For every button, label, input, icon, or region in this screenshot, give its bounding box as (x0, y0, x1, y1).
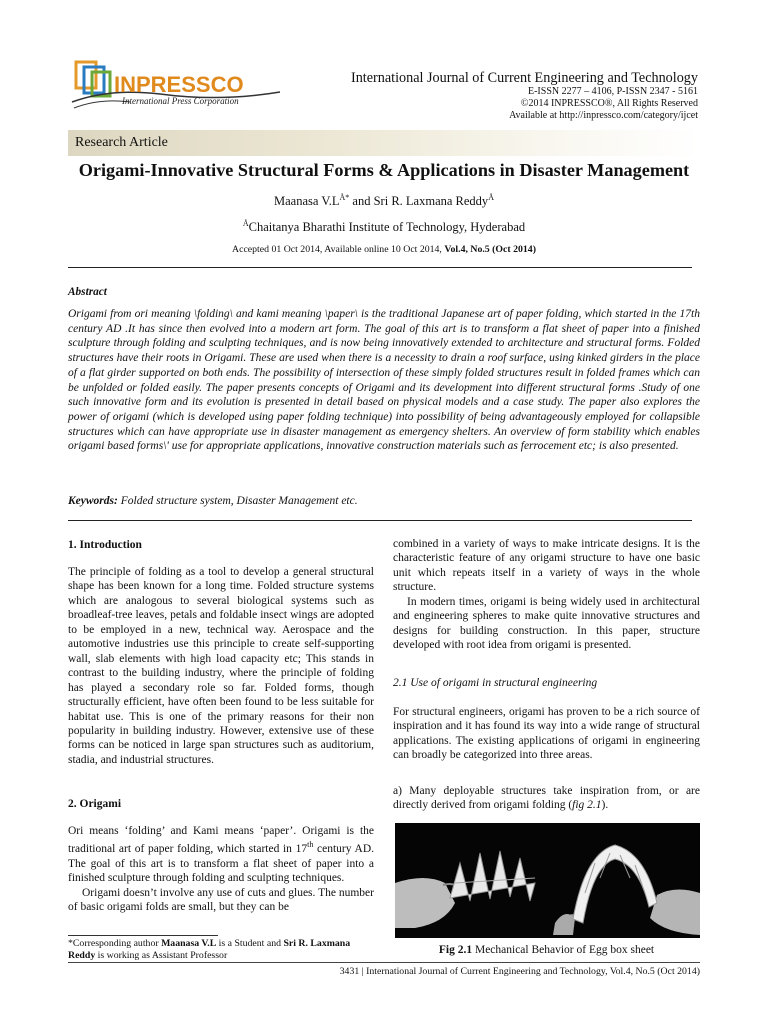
affiliation-text: Chaitanya Bharathi Institute of Technology, Hyderabad (248, 220, 526, 235)
paper-title: Origami-Innovative Structural Forms & Applications in Disaster Management (78, 160, 690, 180)
article-type-band (68, 130, 700, 156)
footnote-name-1: Maanasa V.L (161, 938, 217, 949)
logo-tagline: International Press Corporation (122, 96, 239, 106)
origami-text (68, 824, 374, 915)
footnote-suffix: is working as Assistant Professor (95, 950, 228, 962)
subsection-2-1-heading: 2.1 Use of origami in structural engineering (393, 677, 598, 689)
abstract-rule (68, 520, 692, 521)
origami-paragraph-1 (68, 824, 374, 886)
logo-text: INPRESSCO (114, 72, 244, 97)
section-2-heading: 2. Origami (68, 798, 122, 810)
right-paragraph-3: For structural engineers, origami has proven to be a rich source of inspiration and it has found its way into a wide range of structural applications. The existing applications of origami in engineering can broadly be categorized into three areas. (393, 706, 700, 762)
right-column-text-2 (393, 705, 700, 763)
origami-paragraph-2: Origami doesn’t involve any use of cuts and glues. The number of basic origami folds are small, but they can be (68, 886, 374, 914)
journal-title: International Journal of Current Engineering and Technology (350, 70, 698, 86)
introduction-text (68, 565, 374, 767)
footnote-mid: is a Student and (216, 938, 284, 949)
footnote-name-2: Sri R. Laxmana Reddy (68, 938, 351, 962)
publication-dates (0, 244, 768, 255)
author-line (0, 193, 768, 209)
page-footer: 3431 | International Journal of Current Engineering and Technology, Vol.4, No.5 (Oct 2014) (339, 966, 700, 977)
author-1-mark: Å* (339, 193, 350, 202)
figure-reference: fig 2.1 (572, 799, 602, 812)
footer-rule (68, 962, 700, 963)
publisher-logo (70, 58, 285, 116)
right-paragraph-1: combined in a variety of ways to make intricate designs. It is the characteristic feature of any origami structure to have one basic unit which repeats itself in a variety of ways in the whole structure. (393, 538, 700, 594)
header-rule (68, 267, 692, 268)
footnote (68, 938, 374, 962)
keywords (68, 495, 358, 507)
figure-2-1-photo (395, 823, 700, 938)
right-column-text (393, 537, 700, 653)
author-1: Maanasa V.L (274, 194, 340, 209)
egg-box-sheet-photo-icon (395, 823, 700, 938)
journal-issn: E-ISSN 2277 – 4106, P-ISSN 2347 - 5161 (527, 86, 698, 97)
affiliation (0, 219, 768, 235)
article-type: Research Article (75, 135, 168, 150)
introduction-paragraph: The principle of folding as a tool to develop a general structural shape has been known for a long time. Folded structure systems which are analogous to several biological systems such as broadleaf-tree leaves, petals and foldable insect wings are adopted to be employed in a new, technical way. Aerospace and the automotive industries use this principle to create self-supporting wall, slab elements with high load capacity etc; This stands in contrast to the building industry, where the principle of folding has played a secondary role so far. Folded forms, though structurally efficient, have often been found to be less suitable for habitat use. This is one of the primary reasons for their non popularity in building industry. However, extensive use of these forms can be noticed in large span structures such as auditorium, stadia, and industrial structures. (68, 566, 374, 766)
journal-copyright: ©2014 INPRESSCO®, All Rights Reserved (520, 98, 698, 109)
p4-a: a) Many deployable structures take inspiration from, or are directly derived from origami folding ( (393, 785, 700, 812)
origami-p1-a: Ori means ‘folding’ and Kami means ‘paper’. Origami is the traditional art of paper folding, which started in 17 (68, 825, 374, 856)
journal-url[interactable]: Available at http://inpressco.com/category/ijcet (509, 110, 698, 121)
author-2-mark: Å (488, 193, 494, 202)
inpressco-logo-icon (70, 58, 285, 116)
keywords-text: Folded structure system, Disaster Management etc. (117, 495, 358, 507)
abstract-text: Origami from ori meaning \folding\ and kami meaning \paper\ is the traditional Japanese art of paper folding, which started in the 17th century AD .It has since then evolved into a modern art form. The goal of this art is to transform a flat sheet of paper into a finished sculpture through folding and sculpting techniques, and is now being innovatively extended to architecture and structural forms. Folded structures have their roots in Origami. These are used when there is a necessity to drain a roof surface, using kinked girders in the place of a flat girder supported on both ends. The possibility of intersection of these simply folded structures result in folded frames which can be unfolded or folded easily. The paper presents concepts of Origami and its development into different structural forms .Study of one such innovative form and its evolution is presented in detail based on physical models and a case study. The paper also explores the power of origami (which is developed using paper folding technique) into possibility of being advantageously employed for collapsible structures which can have appropriate use in disaster management as emergency shelters. An overview of form stability which enables origami based forms\' use for appropriate applications, innovative construction materials such as ferrocement etc; is also presented. (68, 308, 700, 453)
affiliation-mark: Å (242, 219, 249, 228)
author-2: Sri R. Laxmana Reddy (373, 194, 489, 209)
author-and: and (349, 194, 374, 209)
origami-p1-b: century AD. The goal of this art is to transform a flat sheet of paper into a finished sculpture through folding and sculpting techniques. (68, 843, 374, 885)
figure-caption-text: Mechanical Behavior of Egg box sheet (472, 944, 655, 956)
keywords-label: Keywords: (68, 495, 118, 507)
right-paragraph-4 (393, 784, 700, 813)
volume-info: Vol.4, No.5 (Oct 2014) (444, 244, 536, 255)
footnote-rule (68, 935, 218, 936)
origami-p1-sup: th (307, 840, 314, 850)
figure-label: Fig 2.1 (438, 944, 473, 956)
figure-caption (393, 944, 700, 956)
abstract-heading: Abstract (68, 286, 107, 298)
p4-b: ). (601, 799, 609, 812)
dates-text: Accepted 01 Oct 2014, Available online 10 Oct 2014, (232, 244, 445, 255)
right-column-text-3 (393, 784, 700, 813)
right-paragraph-2: In modern times, origami is being widely used in architectural and engineering spheres to make quite innovative structures and designs for building construction. In this paper, structure developed with root idea from origami is presented. (393, 595, 700, 652)
section-1-heading: 1. Introduction (68, 539, 142, 551)
footnote-prefix: *Corresponding author (68, 938, 162, 949)
